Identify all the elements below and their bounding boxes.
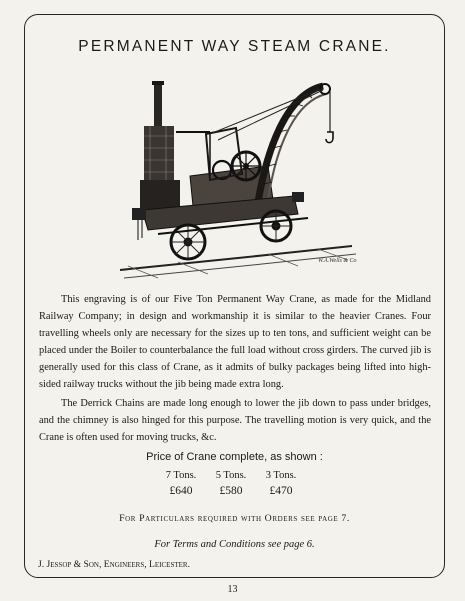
page-number: 13 [227, 584, 238, 595]
tonnage-label: 5 Tons. [215, 470, 247, 481]
price-value: £470 [269, 485, 293, 497]
engraver-signature: W.A.Wells & Co [318, 258, 357, 264]
particulars-note: For Particulars required with Orders see page 7. [119, 513, 350, 524]
price-value: £580 [219, 485, 243, 497]
tonnage-label: 7 Tons. [165, 470, 197, 481]
publisher-imprint: J. Jessop & Son, Engineers, Leicester. [38, 559, 190, 570]
price-heading: Price of Crane complete, as shown : [146, 451, 323, 463]
page-title: PERMANENT WAY STEAM CRANE. [78, 38, 391, 55]
crane-engraving [118, 74, 358, 284]
price-option [252, 470, 310, 497]
description-paragraph-2: The Derrick Chains are made long enough to lower the jib down to pass under bridges, and the chimney is also hinged for this purpose. The travelling motion is very quick, and the Crane is often used for moving trucks, &c. [39, 398, 431, 443]
description-paragraph-1: This engraving is of our Five Ton Permanent Way Crane, as made for the Midland Railway Company; in design and workmanship it is similar to the heavier Cranes. Four travelling wheels only are necessary for the sizes up to ten tons, and sufficient weight can be placed under the Boiler to counterbalance the full load without cross girders. The curved jib is generally used for this class of Crane, as it admits of bulky packages being lifted into high-sided railway trucks without the jib being made extra long. [39, 294, 431, 390]
price-value: £640 [169, 485, 193, 497]
terms-note: For Terms and Conditions see page 6. [154, 539, 315, 550]
tonnage-label: 3 Tons. [265, 470, 297, 481]
